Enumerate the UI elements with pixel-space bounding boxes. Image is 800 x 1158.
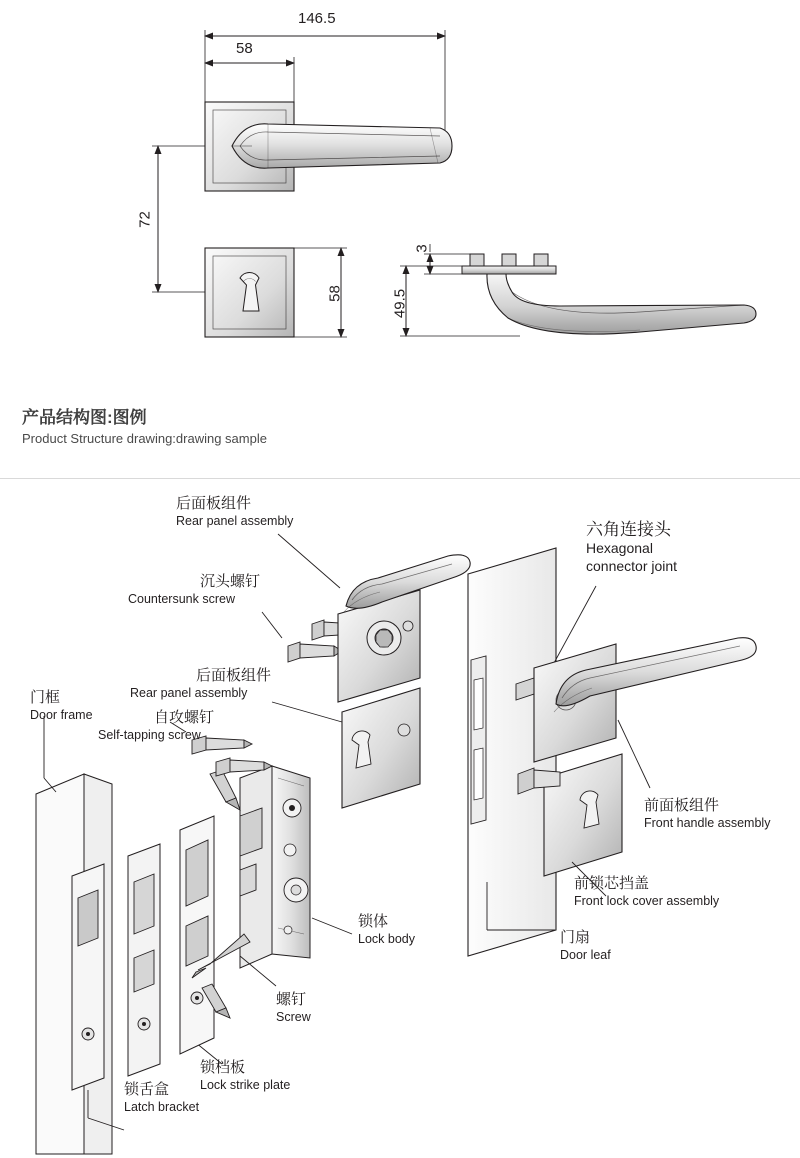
callout-front-lock-cover [574,874,719,909]
callout-rear-panel-top-en: Rear panel assembly [176,514,294,528]
callout-front-lock-cover-en: Front lock cover assembly [574,894,720,908]
callout-latch-bracket [124,1080,199,1115]
callout-rear-panel-top [176,494,293,529]
callout-rear-panel-top-cn: 后面板组件 [176,495,252,512]
callout-screw [276,990,311,1025]
callout-hex-connector-en2: connector joint [586,558,678,574]
callout-screw-en: Screw [276,1010,311,1024]
callout-screw-cn: 螺钉 [276,991,307,1008]
callout-lock-body-cn: 锁体 [358,913,389,930]
section-title [22,408,267,447]
dim-top-width: 146.5 [298,10,336,27]
dim-handle-height: 49.5 [391,288,409,319]
callout-strike-plate [200,1058,290,1093]
section-title-cn: 产品结构图:图例 [22,408,147,427]
callout-latch-bracket-cn: 锁舌盒 [124,1081,170,1098]
callout-rear-panel-mid [130,666,271,701]
callout-front-handle [644,796,770,831]
callout-lock-body-en: Lock body [358,932,415,946]
section-title-en: Product Structure drawing:drawing sample [22,431,267,446]
callout-front-lock-cover-cn: 前锁芯挡盖 [574,875,650,892]
callout-door-leaf-en: Door leaf [560,948,611,962]
callout-door-leaf-cn: 门扇 [560,929,591,946]
callout-hex-connector-en1: Hexagonal [586,540,653,556]
technical-drawing-svg [0,0,800,400]
dim-rose-height-left: 72 [136,211,154,228]
callout-selftapping-screw-cn: 自攻螺钉 [154,709,215,726]
callout-hex-connector [586,520,677,575]
callout-door-leaf [560,928,611,963]
dim-rose-height-right: 58 [326,285,344,302]
callout-lock-body [358,912,415,947]
callout-hex-connector-cn: 六角连接头 [586,520,671,539]
callout-countersunk-screw-cn: 沉头螺钉 [200,573,261,590]
callout-countersunk-screw-en: Countersunk screw [128,592,235,606]
callout-selftapping-screw-en: Self-tapping screw [98,728,201,742]
callout-front-handle-cn: 前面板组件 [644,797,720,814]
callout-rear-panel-mid-cn: 后面板组件 [196,667,272,684]
callout-strike-plate-cn: 锁档板 [200,1059,246,1076]
callout-door-frame [30,688,93,723]
dim-plate-thickness: 3 [413,244,431,253]
callout-countersunk-screw [128,572,260,607]
dim-rose-width: 58 [236,40,253,57]
callout-strike-plate-en: Lock strike plate [200,1078,291,1092]
callout-selftapping-screw [98,708,214,743]
callout-door-frame-en: Door frame [30,708,93,722]
callout-front-handle-en: Front handle assembly [644,816,771,830]
callout-latch-bracket-en: Latch bracket [124,1100,200,1114]
callout-rear-panel-mid-en: Rear panel assembly [130,686,248,700]
callout-door-frame-cn: 门框 [30,689,61,706]
